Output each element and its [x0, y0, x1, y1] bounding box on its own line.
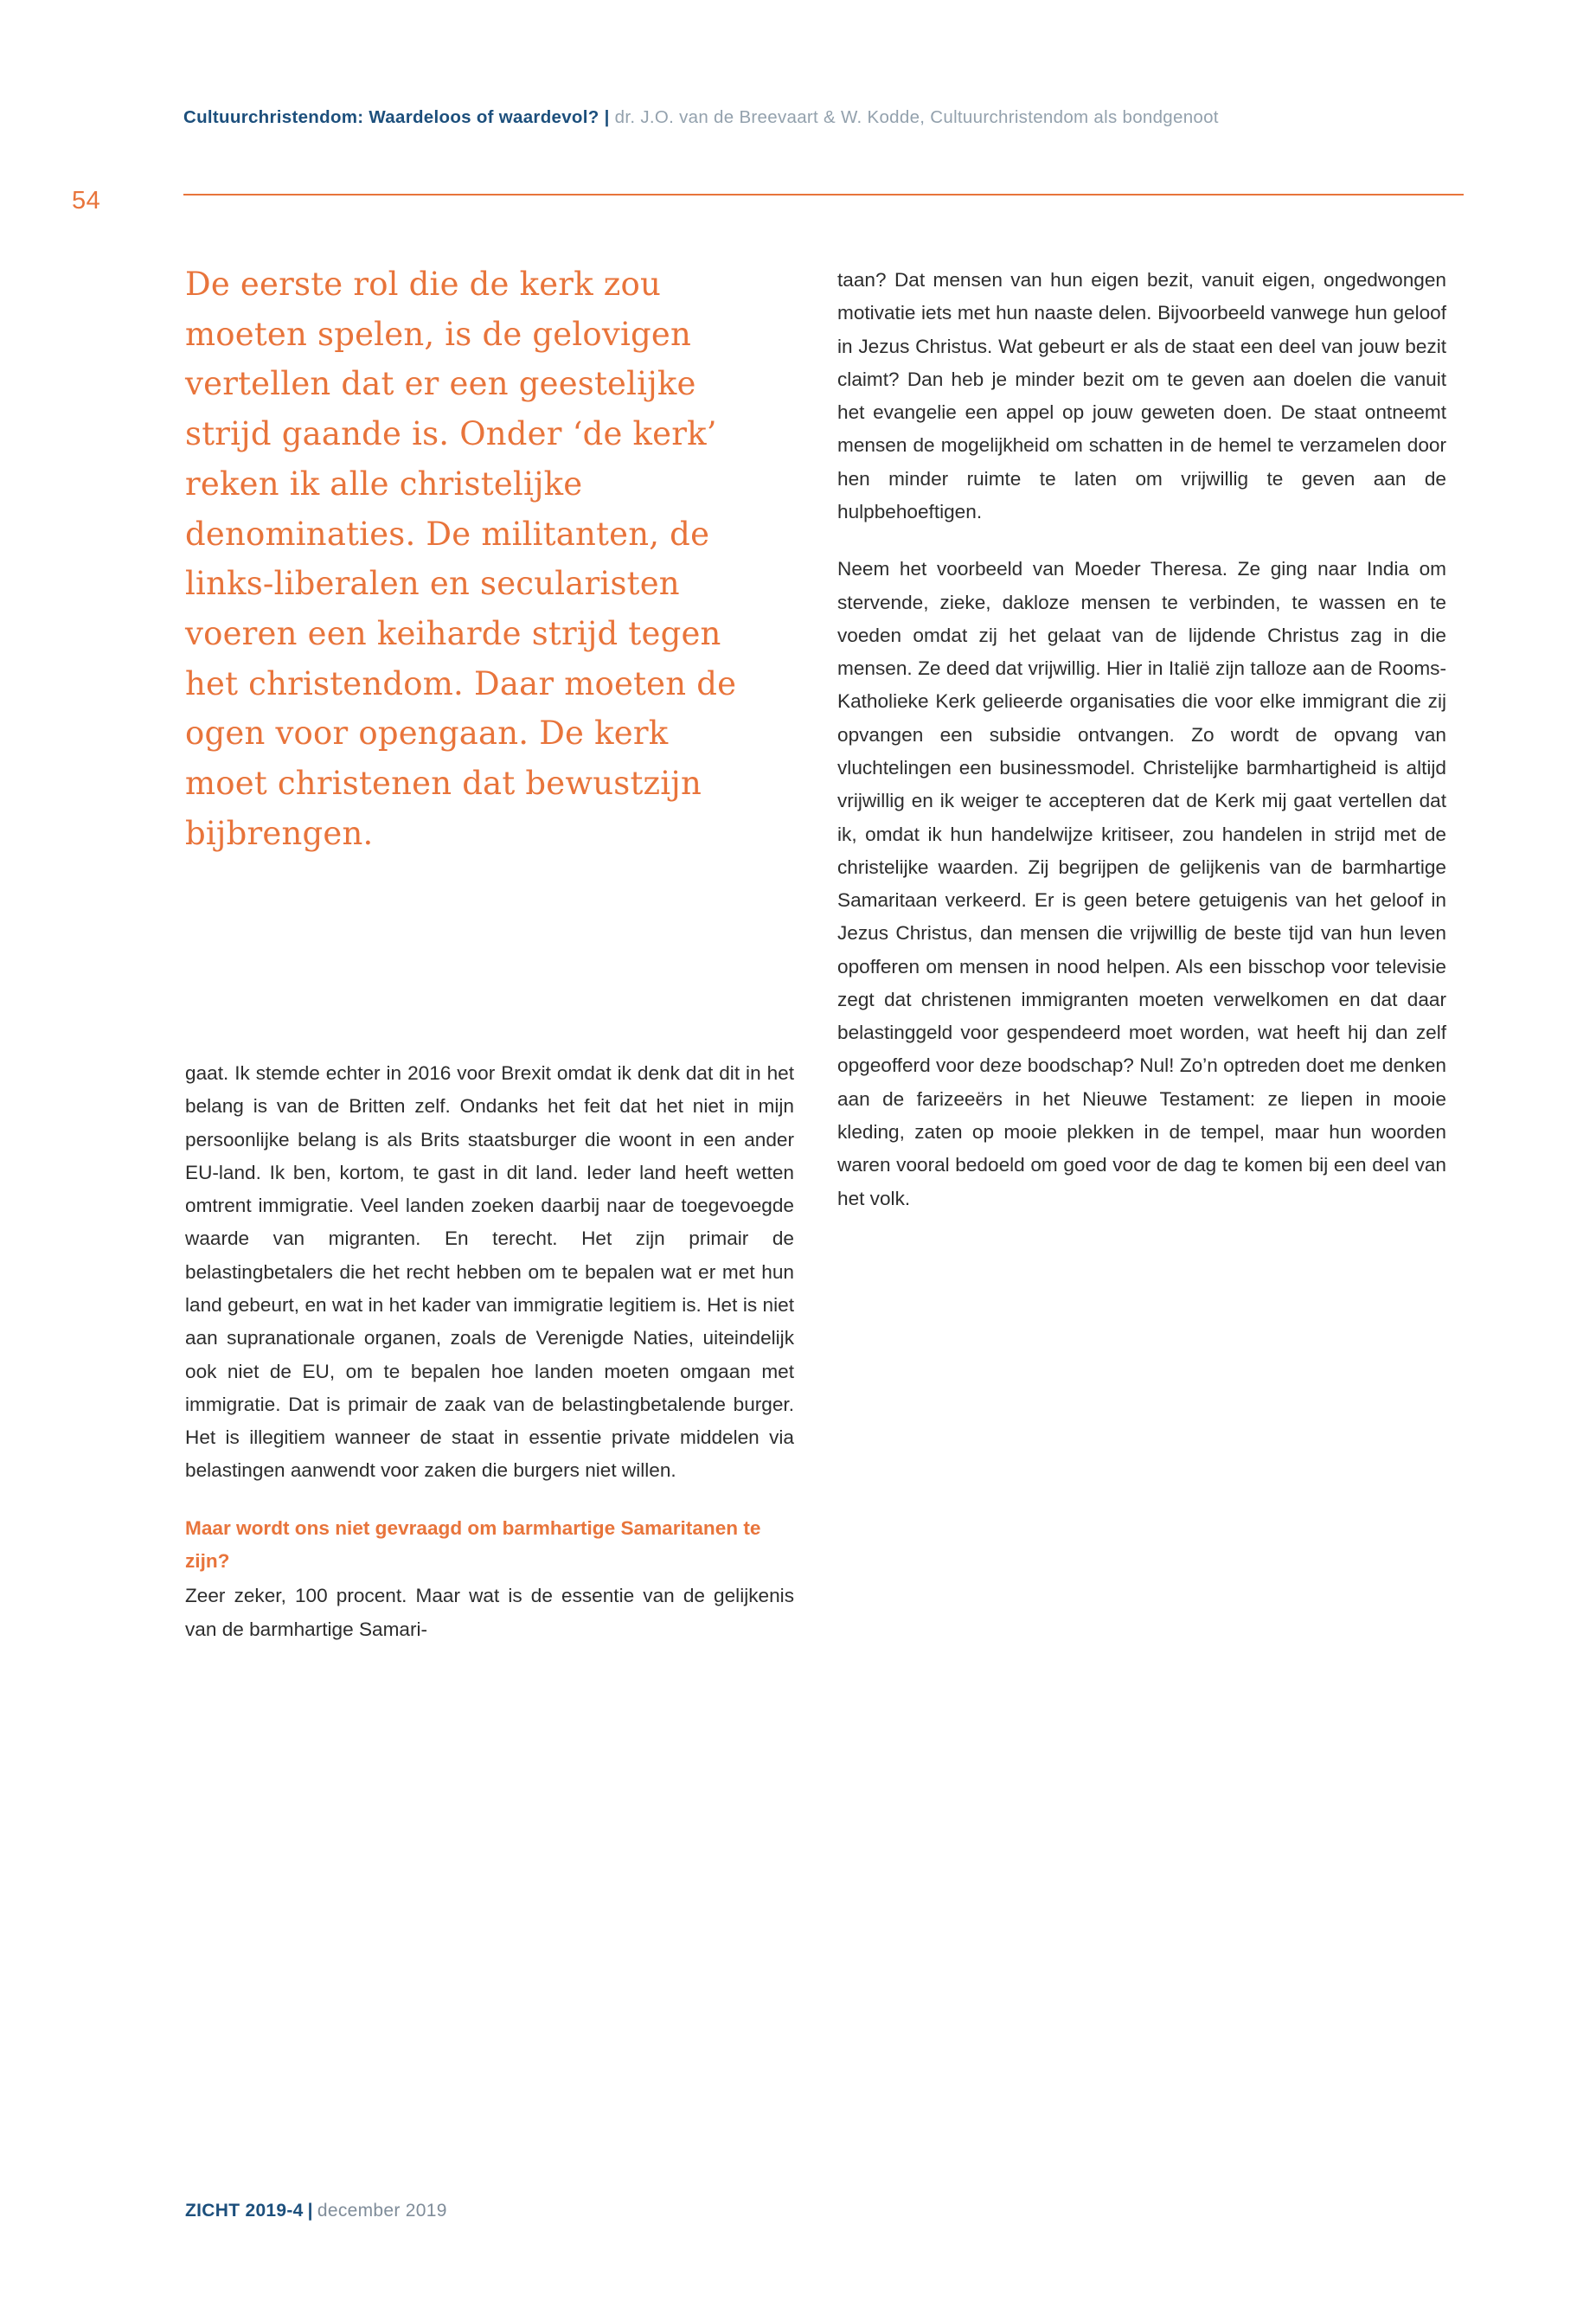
paragraph: gaat. Ik stemde echter in 2016 voor Brexit omdat ik denk dat dit in het belang is van de Britten zelf. Ondanks het feit dat het niet in mijn persoonlijke belang is als Brits staatsburger die woont in een ander EU-land. Ik ben, kortom, te gast in dit land. Ieder land heeft wetten omtrent immigratie. Veel landen zoeken daarbij naar de toegevoegde waarde van migranten. En terecht. Het zijn primair de belastingbetalers die het recht hebben om te bepalen wat er met hun land gebeurt, en wat in het kader van immigratie legitiem is. Het is niet aan supranationale organen, zoals de Verenigde Naties, uiteindelijk ook niet de EU, om te bepalen hoe landen moeten omgaan met immigratie. Dat is primair de zaak van de belastingbetalende burger. Het is illegitiem wanneer de staat in essentie private middelen via belastingen aanwendt voor zaken die burgers niet willen. [185, 1062, 794, 1482]
footer-separator: | [307, 2201, 313, 2221]
pull-quote: De eerste rol die de kerk zou moeten spelen, is de gelovigen vertellen dat er een geestelijke strijd gaande is. Onder ‘de kerk’ reken ik alle christelijke denominaties. De militanten, de links-liberalen en secularisten voeren een keiharde strijd tegen het christendom. Daar moeten de ogen voor opengaan. De kerk moet christenen dat bewustzijn bijbrengen. [185, 266, 737, 852]
header-divider [183, 194, 1464, 195]
running-head-byline: dr. J.O. van de Breevaart & W. Kodde, Cultuurchristendom als bondgenoot [614, 107, 1219, 127]
footer-date: december 2019 [317, 2201, 447, 2221]
paragraph: Neem het voorbeeld van Moeder Theresa. Ze ging naar India om stervende, zieke, dakloze mensen te verbinden, te wassen en te voeden omdat zij het gelaat van de lijdende Christus zag in die mensen. Ze deed dat vrijwillig. Hier in Italië zijn talloze aan de Rooms-Katholieke Kerk gelieerde organisaties die voor elke immigrant die zij opvangen een subsidie ontvangen. Zo wordt de opvang van vluchtelingen een businessmodel. Christelijke barmhartigheid is altijd vrijwillig en ik weiger te accepteren dat de Kerk mij gaat vertellen dat ik, omdat ik hun handelwijze kritiseer, zou handelen in strijd met de christelijke waarden. Zij begrijpen de gelijkenis van de barmhartige Samaritaan verkeerd. Er is geen betere getuigenis van het geloof in Jezus Christus, dan mensen die vrijwillig de beste tijd van hun leven opofferen om mensen in nood helpen. Als een bisschop voor televisie zegt dat christenen immigranten moeten verwelkomen en dat daar belastinggeld voor gespendeerd moet worden, wat heeft hij dan zelf opgeofferd voor deze boodschap? Nul! Zo’n optreden doet me denken aan de farizeeërs in het Nieuwe Testament: ze liepen in mooie kleding, zaten op mooie plekken in de tempel, maar hun woorden waren vooral bedoeld om goed voor de dag te komen bij een deel van het volk. [837, 558, 1446, 1209]
footer-magazine: ZICHT [185, 2201, 240, 2221]
running-head-separator: | [604, 107, 610, 127]
page-number: 54 [72, 187, 101, 215]
running-head [183, 107, 1464, 128]
footer-issue: 2019-4 [245, 2201, 304, 2221]
paragraph: taan? Dat mensen van hun eigen bezit, vanuit eigen, ongedwongen motivatie iets met hun naaste delen. Bijvoorbeeld vanwege hun geloof in Jezus Christus. Wat gebeurt er als de staat een deel van jouw bezit claimt? Dan heb je minder bezit om te geven aan doelen die vanuit het evangelie een appel op jouw geweten doen. De staat ontneemt mensen de mogelijkheid om schatten in de hemel te verzamelen door hen minder ruimte te laten om vrijwillig te geven aan de hulpbehoeftigen. [837, 269, 1446, 522]
footer [185, 2201, 447, 2221]
interview-question: Maar wordt ons niet gevraagd om barmhartige Samaritanen te zijn? [185, 1516, 761, 1572]
left-text-column [185, 1057, 794, 1646]
running-head-title: Cultuurchristendom: Waardeloos of waardevol? [183, 107, 599, 127]
right-text-column [837, 264, 1446, 1215]
paragraph: Zeer zeker, 100 procent. Maar wat is de essentie van de gelijkenis van de barmhartige Samari- [185, 1585, 794, 1640]
